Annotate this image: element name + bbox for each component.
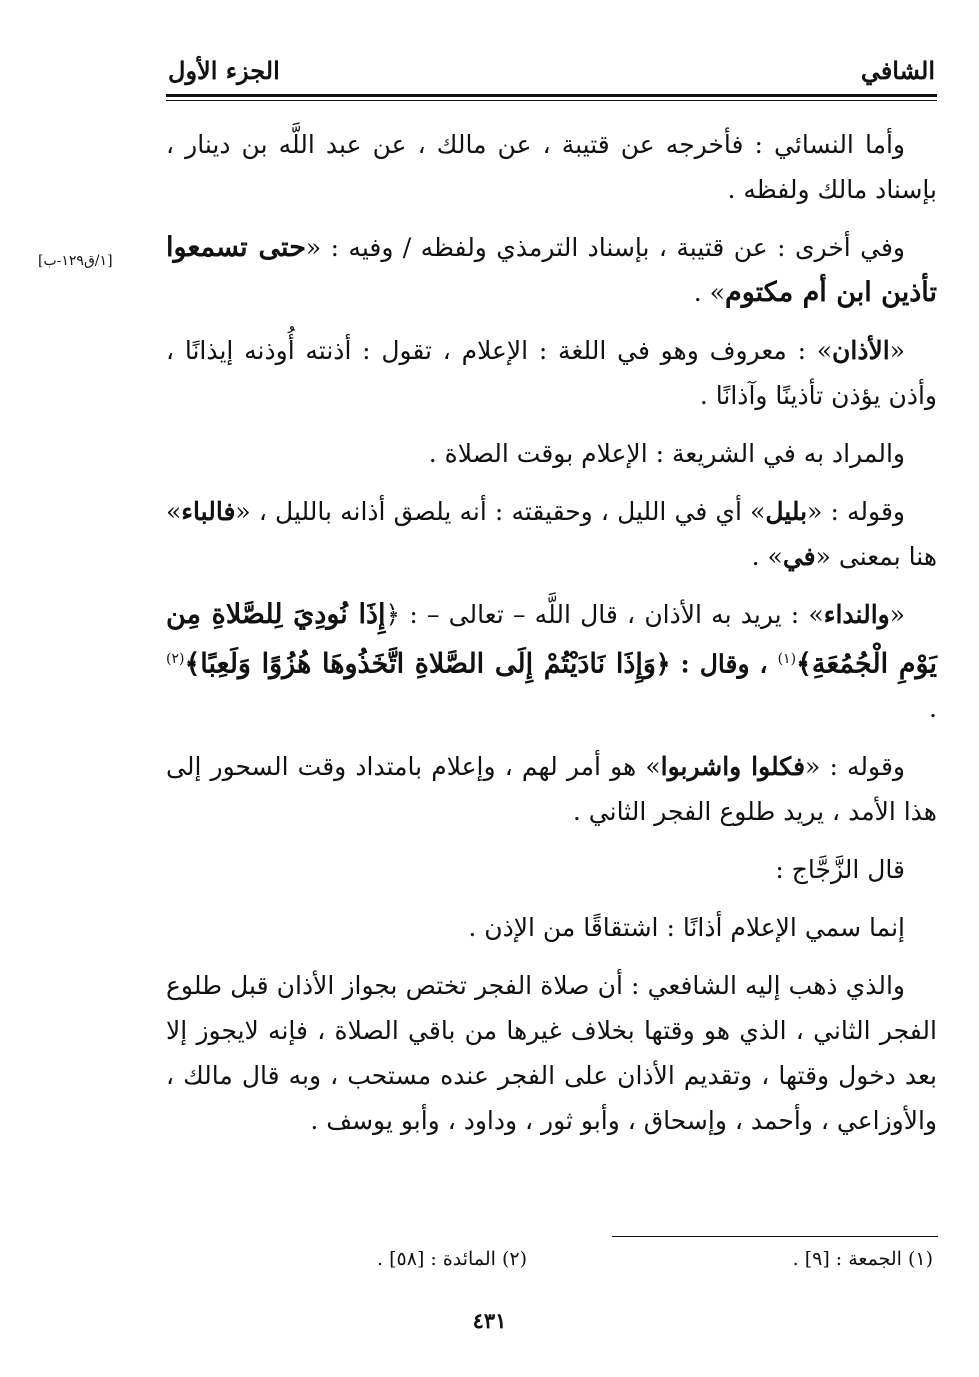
bold-term: في bbox=[782, 542, 816, 571]
paragraph-2 bbox=[166, 225, 937, 315]
text-run: » أي في الليل ، وحقيقته : أنه يلصق أذانه بالليل ، « bbox=[235, 497, 766, 526]
text-run: ﴾ bbox=[184, 648, 201, 680]
text-run: » . bbox=[751, 542, 783, 571]
quran-verse: إِذَا نُودِيَ لِلصَّلاةِ مِن يَوْمِ الْجُمُعَةِ bbox=[166, 599, 937, 680]
text-run: » . bbox=[693, 278, 725, 307]
bold-term: والنداء bbox=[823, 600, 890, 629]
bold-term: فالباء bbox=[181, 497, 236, 526]
bold-term: بليل bbox=[765, 497, 808, 526]
running-header-author: الشافي bbox=[860, 56, 935, 85]
paragraph-9: إنما سمي الإعلام أذانًا : اشتقاقًا من الإذن . bbox=[468, 913, 905, 943]
text-run: « bbox=[889, 336, 905, 365]
text-run: » هو أمر لهم ، وإعلام بامتداد وقت السحور إلى هذا الأمد ، يريد طلوع الفجر الثاني . bbox=[166, 752, 937, 827]
paragraph-4: والمراد به في الشريعة : الإعلام بوقت الصلاة . bbox=[428, 439, 905, 468]
running-header-part: الجزء الأول bbox=[168, 56, 280, 85]
paragraph-5 bbox=[166, 489, 937, 579]
header-rule-thick bbox=[166, 94, 937, 97]
text-run: وفي أخرى : عن قتيبة ، بإسناد الترمذي ولفظه / وفيه : « bbox=[305, 233, 905, 262]
paragraph-6 bbox=[166, 592, 937, 731]
text-run: ﴾ bbox=[796, 648, 812, 680]
main-text bbox=[166, 122, 937, 1156]
bold-term: فكلوا واشربوا bbox=[660, 752, 806, 782]
text-run: » : يريد به الأذان ، قال اللَّه – تعالى – : ﴿ bbox=[385, 600, 824, 629]
text-run: . bbox=[929, 694, 937, 724]
header-rule-thin bbox=[166, 100, 937, 101]
paragraph-1: وأما النسائي : فأخرجه عن قتيبة ، عن مالك ، عن عبد اللَّه بن دينار ، بإسناد مالك ولفظه . bbox=[166, 130, 937, 204]
bold-hadith-phrase: حتى تسمعوا تأذين ابن أم مكتوم bbox=[166, 232, 937, 308]
text-run: » هنا بمعنى « bbox=[166, 497, 937, 571]
footnote-marker: (١) bbox=[777, 651, 797, 667]
footnote-2: (٢) المائدة : [٥٨] . bbox=[377, 1248, 527, 1270]
manuscript-margin-reference: [١/ق١٢٩-ب] bbox=[38, 253, 113, 269]
paragraph-7 bbox=[166, 744, 937, 834]
quran-verse: وَإِذَا نَادَيْتُمْ إِلَى الصَّلاةِ اتَّخَذُوهَا هُزُوًا وَلَعِبًا bbox=[200, 648, 656, 680]
text-run: « bbox=[889, 600, 906, 629]
footnote-separator bbox=[612, 1236, 938, 1237]
text-run: وقوله : « bbox=[805, 752, 905, 782]
bold-term: الأذان bbox=[832, 336, 890, 365]
text-run: » : معروف وهو في اللغة : الإعلام ، تقول : أذنته أُوذنه إيذانًا ، وأذن يؤذن تأذينًا وآذانًا . bbox=[166, 336, 937, 410]
paragraph-3 bbox=[166, 328, 937, 418]
footnote-1: (١) الجمعة : [٩] . bbox=[792, 1248, 933, 1270]
text-run: ، وقال : ﴿ bbox=[655, 649, 778, 679]
paragraph-10: والذي ذهب إليه الشافعي : أن صلاة الفجر تختص بجواز الأذان قبل طلوع الفجر الثاني ، الذي هو وقتها بخلاف غيرها من باقي الصلاة ، فإنه لايجوز إلا بعد دخول وقتها ، وتقديم الأذان على الفجر عنده مستحب ، وبه قال مالك ، والأوزاعي ، وأحمد ، وإسحاق ، وأبو ثور ، وداود ، وأبو يوسف . bbox=[166, 971, 937, 1136]
footnotes bbox=[166, 1248, 937, 1278]
text-run: وقوله : « bbox=[807, 497, 905, 526]
page-number: ٤٣١ bbox=[472, 1308, 507, 1333]
footnote-marker: (٢) bbox=[166, 651, 185, 667]
paragraph-8: قال الزَّجَّاج : bbox=[775, 855, 905, 885]
